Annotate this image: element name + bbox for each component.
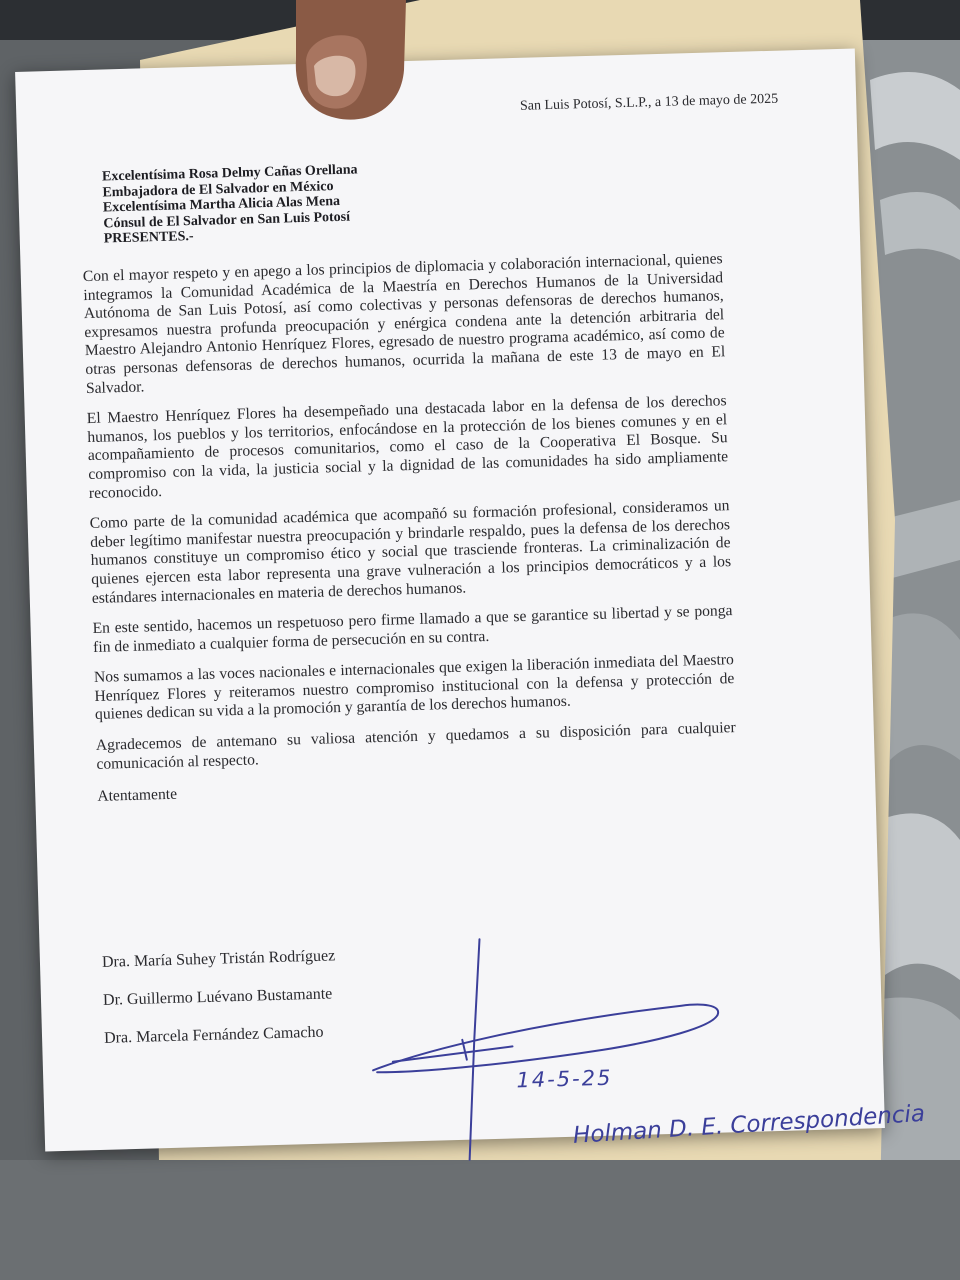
- body-paragraph: El Maestro Henríquez Flores ha desempeñado una destacada labor en la defensa de los derechos humanos, los pueblos y los territorios, enfocándose en la protección de los bienes comunes y en el acompañamiento de procesos comunitarios, como el caso de la Cooperativa El Bosque. Su compromiso con la vida, la justicia social y la dignidad de las comunidades ha sido ampliamente reconocido.: [86, 392, 729, 502]
- signer-name: Dr. Guillermo Luévano Bustamante: [102, 985, 333, 1009]
- recipient-line: Embajadora de El Salvador en México: [102, 178, 334, 201]
- signer-list: [101, 937, 337, 1057]
- signer-name: Dra. Marcela Fernández Camacho: [103, 1023, 324, 1047]
- letter-page: [15, 48, 926, 1151]
- body-paragraph: Nos sumamos a las voces nacionales e internacionales que exigen la liberación inmediata del Maestro Henríquez Flores y reiteramos nuestro compromiso institucional con la defensa y protección de quienes dedican su vida a la promoción y garantía de los derechos humanos.: [93, 651, 735, 724]
- signer-name: Dra. María Suhey Tristán Rodríguez: [101, 947, 336, 971]
- body-paragraph: Con el mayor respeto y en apego a los principios de diplomacia y colaboración internacional, quienes integramos la Comunidad Académica de la Maestría en Derechos Humanos de la Universidad Autónoma de San Luis Potosí, así como colectivas y personas defensoras de derechos humanos, expresamos nuestra profunda preocupación y enérgica condena ante la detención arbitraria del Maestro Alejandro Antonio Henríquez Flores, egresado de nuestro programa académico, así como de otras personas defensoras de derechos humanos, ocurrida la mañana de este 13 de mayo en El Salvador.: [82, 250, 726, 397]
- thumb-icon: [286, 0, 416, 125]
- handwritten-date: 14-5-25: [516, 1065, 613, 1093]
- letter-body: [83, 250, 738, 807]
- body-paragraph: Como parte de la comunidad académica que acompañó su formación profesional, consideramos un deber legítimo manifestar nuestra preocupación y brindarle respaldo, pues la defensa de los derechos humanos constituye un compromiso ético y social que trasciende fronteras. La criminalización de quienes ejercen esta labor representa una grave vulneración a los principios democráticos y a los estándares internacionales en materia de derechos humanos.: [89, 497, 732, 607]
- body-paragraph: En este sentido, hacemos un respetuoso pero firme llamado a que se garantice su libertad y se ponga fin de inmediato a cualquier forma de persecución en su contra.: [92, 602, 733, 656]
- recipient-block: [102, 162, 360, 247]
- handwritten-receiver-note: Holman D. E. Correspondencia: [572, 1100, 926, 1149]
- recipient-line: PRESENTES.-: [103, 229, 194, 247]
- closing-line: Atentamente: [97, 785, 178, 806]
- body-paragraph: Agradecemos de antemano su valiosa atención y quedamos a su disposición para cualquier comunicación al respecto.: [95, 719, 736, 773]
- recipient-line: Excelentísima Rosa Delmy Cañas Orellana: [101, 162, 358, 185]
- recipient-line: Excelentísima Martha Alicia Alas Mena: [102, 194, 341, 216]
- date-line: San Luis Potosí, S.L.P., a 13 de mayo de 2025: [519, 91, 779, 114]
- recipient-line: Cónsul de El Salvador en San Luis Potosí: [103, 209, 351, 232]
